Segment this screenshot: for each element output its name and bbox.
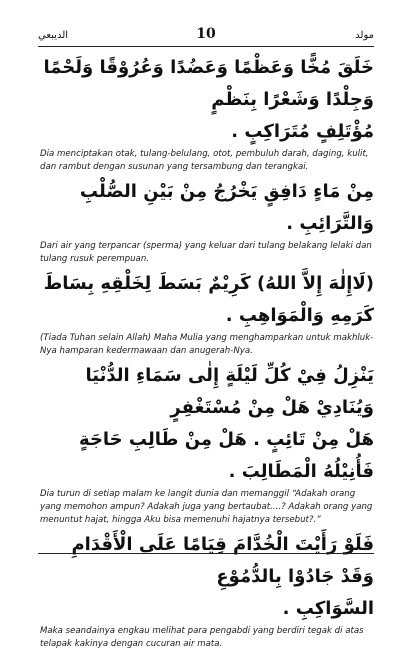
header-book-title: الديبعي: [38, 30, 69, 41]
translation-text: (Tiada Tuhan selain Allah) Maha Mulia yang menghamparkan untuk makhluk-Nya hamparan kedermawaan dan anugerah-Nya.: [40, 333, 374, 356]
arabic-verse-line: يَنْزِلُ فِيْ كُلِّ لَيْلَةٍ إِلٰى سَمَاءِ الدُّنْيَا وَيُنَادِيْ هَلْ مِنْ مُسْتَغْفِرٍ: [85, 365, 374, 418]
arabic-verse-line: فَلَوْ رَأَيْتَ الْخُدَّامَ قِيَامًا عَلَى الْأَقْدَامِ وَقَدْ جَادُوْا بِالدُّمُوْعِ: [71, 534, 374, 587]
translation-text: Dia turun di setiap malam ke langit dunia dan memanggil “Adakah orang yang memohon ampun? Adakah juga yang bertaubat....? Adakah orang yang menuntut hajat, hingga Aku bisa memenuhi hajatnya tersebut?.”: [40, 489, 373, 525]
page-content: [40, 52, 374, 653]
page-number: 10: [196, 26, 216, 42]
arabic-verse-line: السَّوَاكِبِ .: [282, 598, 374, 619]
arabic-verse-line: خَلَقَ مُخًّا وَعَظْمًا وَعَضُدًا وَعُرُوْقًا وَلَحْمًا وَجِلْدًا وَشَعْرًا بِنَظْمٍ: [43, 57, 374, 110]
translation-text: Dia menciptakan otak, tulang-belulang, otot, pembuluh darah, daging, kulit, dan rambut dengan susunan yang tersambung dan terangkai.: [40, 149, 369, 172]
arabic-verse-line: (لَاإِلٰهَ إِلاَّ اللهُ) كَرِيْمٌ بَسَطَ لِخَلْقِهِ بِسَاطَ كَرَمِهِ وَالْمَوَاهِبِ .: [43, 273, 374, 326]
translation-text: Maka seandainya engkau melihat para pengabdi yang berdiri tegak di atas telapak kakinya dengan cucuran air mata.: [40, 626, 364, 649]
header-section-title: مولد: [355, 30, 374, 41]
page-header: [38, 26, 374, 46]
footer-rule: [38, 553, 374, 554]
arabic-verse-line: مُؤْتَلِفٍ مُتَرَاكِبٍ .: [231, 121, 374, 142]
arabic-verse-line: هَلْ مِنْ تَائِبٍ . هَلْ مِنْ طَالِبِ حَاجَةٍ فَأُنِيْلُهُ الْمَطَالِبَ .: [79, 429, 374, 482]
header-rule: [38, 46, 374, 47]
arabic-verse-line: مِنْ مَاءٍ دَافِقٍ يَخْرُجُ مِنْ بَيْنِ الصُّلْبِ وَالتَّرَائِبِ .: [79, 181, 374, 234]
translation-text: Dari air yang terpancar (sperma) yang keluar dari tulang belakang lelaki dan tulang rusuk perempuan.: [40, 241, 372, 264]
